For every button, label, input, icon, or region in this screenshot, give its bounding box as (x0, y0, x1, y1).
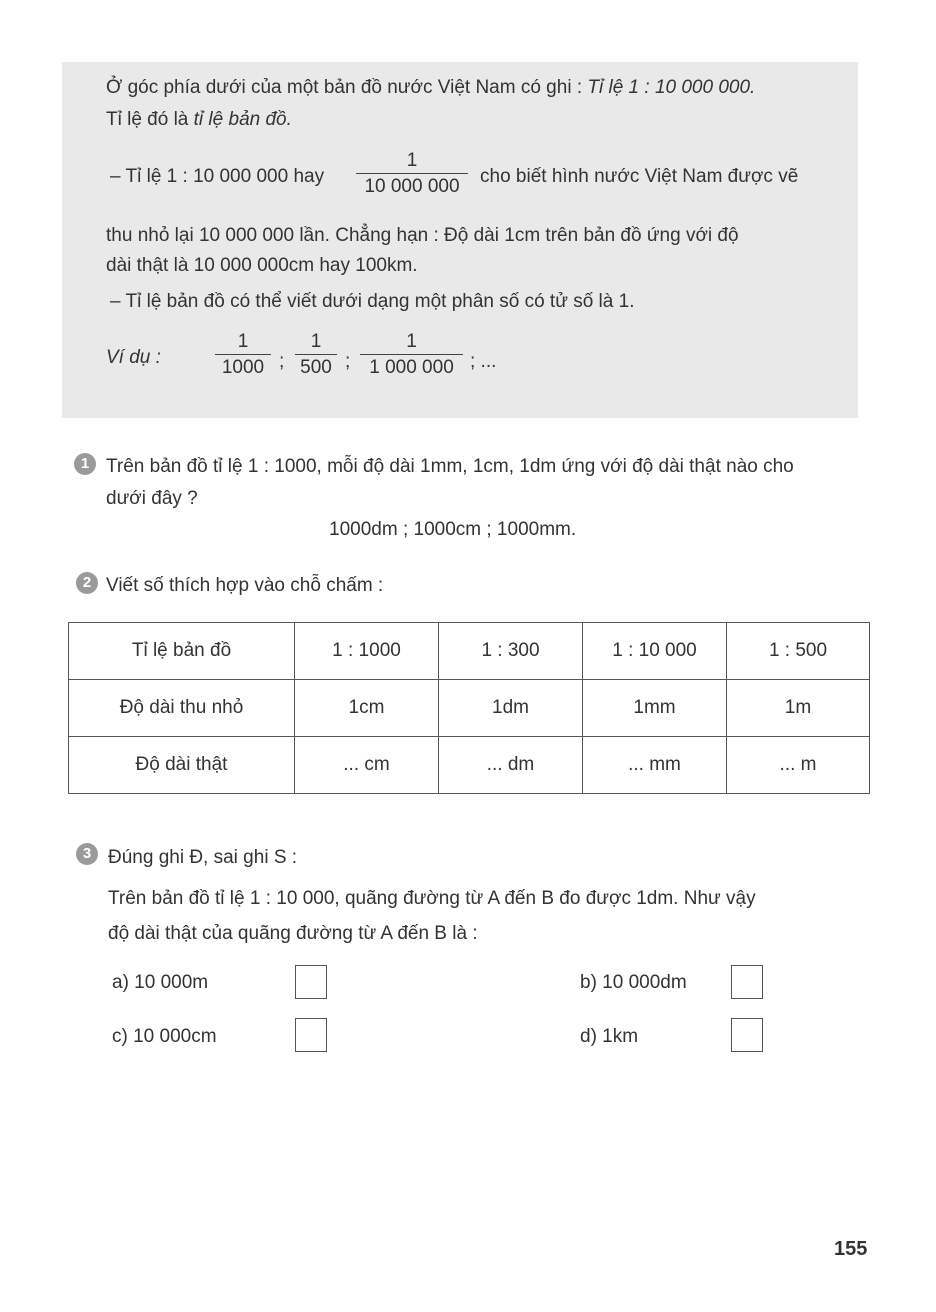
fraction-numerator: 1 (310, 331, 322, 352)
intro-term-italic: tỉ lệ bản đồ. (193, 109, 292, 130)
fraction-denominator: 1000 (221, 357, 265, 378)
choice-b-label: b) 10 000dm (580, 972, 687, 993)
fraction-denominator: 1 000 000 (369, 357, 454, 378)
exercise-2-badge: 2 (76, 572, 98, 594)
exercise-1-line-1: Trên bản đồ tỉ lệ 1 : 1000, mỗi độ dài 1mm, 1cm, 1dm ứng với độ dài thật nào cho (106, 456, 794, 477)
fraction-bar (295, 354, 337, 355)
exercise-1-line-2: dưới đây ? (106, 488, 198, 509)
example-separator-1: ; (279, 351, 285, 372)
table-cell: 1m (727, 680, 870, 737)
bullet-1-line-2: thu nhỏ lại 10 000 000 lần. Chẳng hạn : Độ dài 1cm trên bản đồ ứng với độ (106, 225, 739, 246)
choice-a-checkbox[interactable] (295, 965, 327, 999)
table-row-scale (69, 623, 870, 680)
bullet-2: – Tỉ lệ bản đồ có thể viết dưới dạng một phân số có tử số là 1. (110, 291, 635, 312)
table-cell: 1 : 500 (727, 623, 870, 680)
table-header-cell: Độ dài thu nhỏ (69, 680, 295, 737)
table-cell: 1dm (439, 680, 583, 737)
exercise-2-title: Viết số thích hợp vào chỗ chấm : (106, 575, 384, 596)
example-fraction-3 (360, 331, 463, 379)
choice-d-label: d) 1km (580, 1026, 639, 1047)
fraction-denominator: 500 (300, 357, 332, 378)
exercise-3-line-2: độ dài thật của quãng đường từ A đến B là : (108, 923, 478, 944)
choice-a-label: a) 10 000m (112, 972, 209, 993)
example-ellipsis: ; ... (470, 351, 497, 372)
example-fraction-1 (215, 331, 271, 379)
choice-b-checkbox[interactable] (731, 965, 763, 999)
choice-c-label: c) 10 000cm (112, 1026, 217, 1047)
bullet-1-suffix: cho biết hình nước Việt Nam được vẽ (480, 166, 799, 187)
fraction-numerator: 1 (406, 331, 417, 352)
bullet-1-fraction (356, 150, 468, 198)
fraction-numerator: 1 (406, 150, 418, 171)
table-cell: 1cm (295, 680, 439, 737)
exercise-1-options: 1000dm ; 1000cm ; 1000mm. (329, 519, 577, 540)
fraction-denominator: 10 000 000 (364, 176, 460, 197)
exercise-3-title: Đúng ghi Đ, sai ghi S : (108, 847, 298, 868)
intro-line-1-text: Ở góc phía dưới của một bản đồ nước Việt Nam có ghi : (106, 77, 588, 98)
table-answer-cell[interactable]: ... dm (439, 737, 583, 794)
example-label: Ví dụ : (106, 347, 161, 368)
table-row-reduced-length (69, 680, 870, 737)
choice-d-checkbox[interactable] (731, 1018, 763, 1052)
bullet-1-prefix: – Tỉ lệ 1 : 10 000 000 hay (110, 166, 325, 187)
table-cell: 1 : 300 (439, 623, 583, 680)
table-answer-cell[interactable]: ... cm (295, 737, 439, 794)
table-row-real-length (69, 737, 870, 794)
table-cell: 1 : 1000 (295, 623, 439, 680)
table-answer-cell[interactable]: ... m (727, 737, 870, 794)
table-cell: 1mm (583, 680, 727, 737)
exercise-1-badge: 1 (74, 453, 96, 475)
intro-scale-italic: Tỉ lệ 1 : 10 000 000. (587, 77, 756, 98)
table-header-cell: Độ dài thật (69, 737, 295, 794)
intro-line-2-text: Tỉ lệ đó là (106, 109, 194, 130)
choice-c-checkbox[interactable] (295, 1018, 327, 1052)
exercise-3-line-1: Trên bản đồ tỉ lệ 1 : 10 000, quãng đường từ A đến B đo được 1dm. Như vậy (108, 888, 756, 909)
page-number: 155 (834, 1238, 868, 1260)
fraction-bar (356, 173, 468, 174)
fraction-bar (360, 354, 463, 355)
fraction-numerator: 1 (237, 331, 249, 352)
scale-table (68, 622, 870, 794)
table-answer-cell[interactable]: ... mm (583, 737, 727, 794)
table-header-cell: Tỉ lệ bản đồ (69, 623, 295, 680)
example-separator-2: ; (345, 351, 351, 372)
intro-line-1 (106, 76, 755, 100)
intro-line-2 (106, 108, 292, 132)
bullet-1-line-3: dài thật là 10 000 000cm hay 100km. (106, 255, 418, 276)
fraction-bar (215, 354, 271, 355)
exercise-3-badge: 3 (76, 843, 98, 865)
example-fraction-2 (295, 331, 337, 379)
table-cell: 1 : 10 000 (583, 623, 727, 680)
